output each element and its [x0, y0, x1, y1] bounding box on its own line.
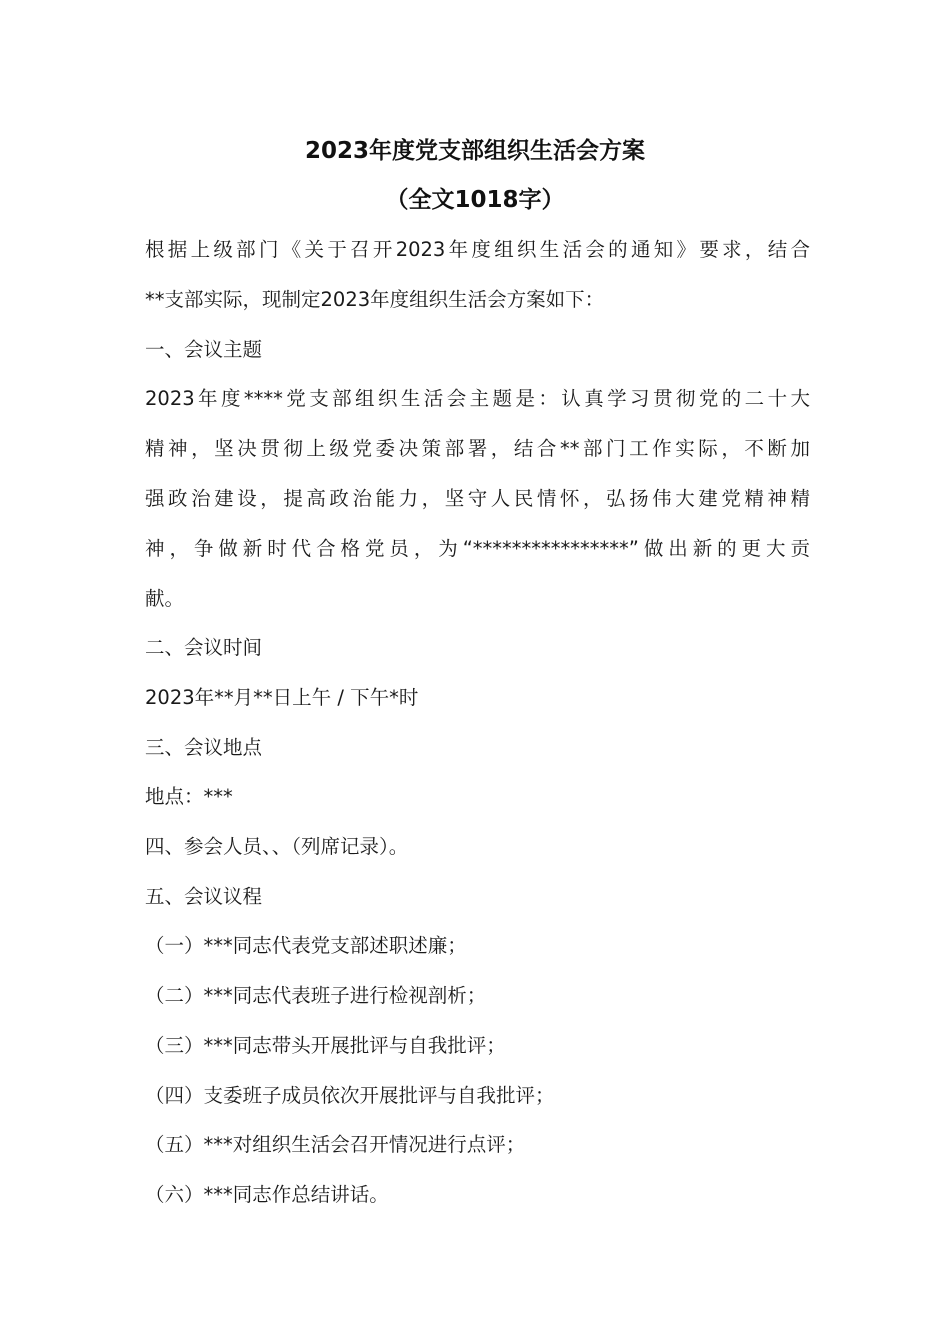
- theme-line-2: 精神，坚决贯彻上级党委决策部署，结合**部门工作实际，不断加: [145, 437, 810, 460]
- intro-line-2: **支部实际，现制定2023年度组织生活会方案如下：: [145, 288, 605, 311]
- agenda-item-4: （四）支委班子成员依次开展批评与自我批评；: [145, 1084, 555, 1107]
- agenda-item-6: （六）***同志作总结讲话。: [145, 1183, 389, 1206]
- agenda-item-1: （一）***同志代表党支部述职述廉；: [145, 934, 467, 957]
- section-heading-location: 三、会议地点: [145, 736, 263, 759]
- theme-line-4: 神，争做新时代合格党员，为“****************”做出新的更大贡: [145, 537, 810, 560]
- meeting-time: 2023年**月**日上午 / 下午*时: [145, 686, 419, 709]
- section-heading-time: 二、会议时间: [145, 636, 263, 659]
- section-heading-theme: 一、会议主题: [145, 338, 263, 361]
- theme-line-3: 强政治建设，提高政治能力，坚守人民情怀，弘扬伟大建党精神精: [145, 487, 810, 510]
- intro-line-1: 根据上级部门《关于召开2023年度组织生活会的通知》要求，结合: [145, 238, 810, 261]
- theme-line-5: 献。: [145, 587, 185, 610]
- agenda-item-2: （二）***同志代表班子进行检视剖析；: [145, 984, 487, 1007]
- document-subtitle: （全文1018字）: [385, 187, 565, 213]
- agenda-item-3: （三）***同志带头开展批评与自我批评；: [145, 1034, 506, 1057]
- meeting-location: 地点：***: [145, 785, 233, 808]
- agenda-item-5: （五）***对组织生活会召开情况进行点评；: [145, 1133, 526, 1156]
- section-heading-attendees: 四、参会人员、、（列席记录）。: [145, 835, 409, 858]
- document-title: 2023年度党支部组织生活会方案: [304, 138, 645, 164]
- theme-line-1: 2023年度****党支部组织生活会主题是：认真学习贯彻党的二十大: [145, 387, 810, 410]
- section-heading-agenda: 五、会议议程: [145, 885, 263, 908]
